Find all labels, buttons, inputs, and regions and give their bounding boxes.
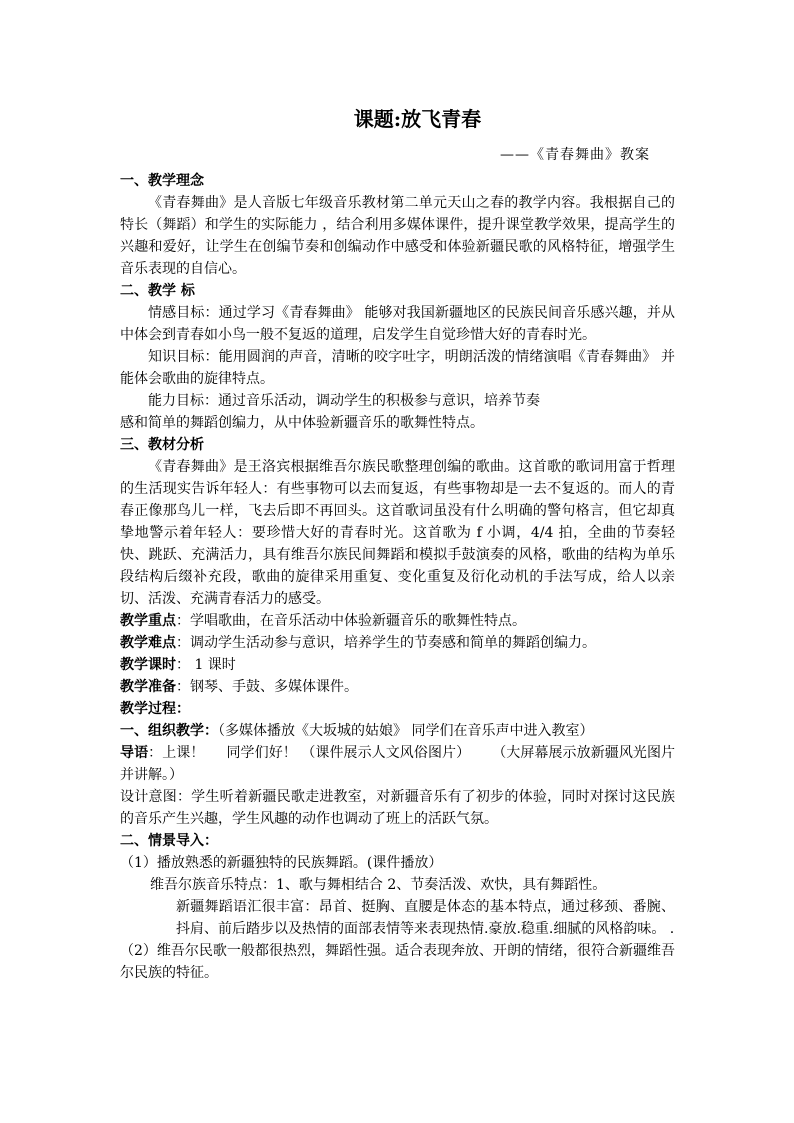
dance-vocabulary: 新疆舞蹈语汇很丰富：昂首、挺胸、直腰是体态的基本特点，通过移颈、番腕、抖肩、前后踏步以及热情的面部表情等来表现热情.豪放.稳重.细腻的风格韵味。 . xyxy=(176,899,675,937)
class-hours-label: 教学课时 xyxy=(120,657,176,673)
section-heading-organize: 一、组织教学： xyxy=(120,723,218,739)
preparation-label: 教学准备 xyxy=(120,679,176,695)
scene-item-1: （1）播放熟悉的新疆独特的民族舞蹈。(课件播放） xyxy=(120,855,443,871)
intro-speech-a: ：上课！ xyxy=(148,745,205,761)
organize-line xyxy=(120,720,675,742)
section-heading-scene: 二、情景导入： xyxy=(120,833,218,849)
page-title: 课题:放飞青春 xyxy=(353,107,482,131)
key-points-text: ：学唱歌曲，在音乐活动中体验新疆音乐的歌舞性特点。 xyxy=(176,613,526,629)
class-hours-text: ： 1 课时 xyxy=(176,657,236,673)
preparation-text: ：钢琴、手鼓、多媒体课件。 xyxy=(176,679,358,695)
intro-speech-b: 同学们好！ （课件展示人文风俗图片） xyxy=(226,745,471,761)
page-subtitle: ——《青春舞曲》教案 xyxy=(500,147,650,163)
difficulty-line xyxy=(120,632,675,654)
paragraph-ability-goal-b: 感和简单的舞蹈创编力，从中体验新疆音乐的歌舞性特点。 xyxy=(120,415,484,431)
class-hours-line xyxy=(120,654,675,676)
organize-text: （多媒体播放《大坂城的姑娘》 同学们在音乐声中进入教室） xyxy=(218,723,594,739)
intro-speech-label: 导语 xyxy=(120,745,149,761)
key-points-label: 教学重点 xyxy=(120,613,176,629)
section-heading-philosophy: 一、教学理念 xyxy=(120,173,204,189)
difficulty-text: ：调动学生活动参与意识，培养学生的节奏感和简单的舞蹈创编力。 xyxy=(176,635,596,651)
intro-speech-line xyxy=(120,742,675,786)
paragraph-knowledge-goal: 知识目标：能用圆润的声音，清晰的咬字吐字，明朗活泼的情绪演唱《青春舞曲》 并能体会歌曲的旋律特点。 xyxy=(120,349,675,387)
process-label: 教学过程： xyxy=(120,701,190,717)
difficulty-label: 教学难点 xyxy=(120,635,176,651)
paragraph-emotional-goal: 情感目标：通过学习《青春舞曲》 能够对我国新疆地区的民族民间音乐感兴趣，并从中体会到青春如小鸟一般不复返的道理，启发学生自觉珍惜大好的青春时光。 xyxy=(120,305,675,343)
key-points-line xyxy=(120,610,675,632)
design-intent: 设计意图：学生听着新疆民歌走进教室，对新疆音乐有了初步的体验，同时对探讨这民族的音乐产生兴趣，学生风趣的动作也调动了班上的活跃气氛。 xyxy=(120,789,675,827)
section-heading-goals: 二、教学 标 xyxy=(120,283,195,299)
uyghur-music-features: 维吾尔族音乐特点：1、歌与舞相结合 2、节奏活泼、欢快，具有舞蹈性。 xyxy=(150,877,607,893)
paragraph-analysis: 《青春舞曲》是王洛宾根据维吾尔族民歌整理创编的歌曲。这首歌的歌词用富于哲理的生活现实告诉年轻人：有些事物可以去而复返，有些事物却是一去不复返的。而人的青春正像那鸟儿一样，飞去后即不再回头。这首歌词虽没有什么明确的警句格言，但它却真挚地警示着年轻人：要珍惜大好的青春时光。这首歌为 f 小调，4/4 拍，全曲的节奏轻快、跳跃、充满活力，具有维吾尔族民间舞蹈和模拟手鼓演奏的风格，歌曲的结构为单乐段结构后缀补充段，歌曲的旋律采用重复、变化重复及衍化动机的手法写成，给人以亲切、活泼、充满青春活力的感受。 xyxy=(120,459,675,607)
intro-speech-c: （大屏幕展示放新疆风光图片并讲解。） xyxy=(120,745,676,783)
scene-item-2: （2）维吾尔民歌一般都很热烈，舞蹈性强。适合表现奔放、开朗的情绪，很符合新疆维吾尔民族的特征。 xyxy=(120,943,675,981)
paragraph-ability-goal-a: 能力目标：通过音乐活动，调动学生的积极参与意识，培养节奏 xyxy=(148,393,540,409)
section-heading-analysis: 三、教材分析 xyxy=(120,437,204,453)
document-page xyxy=(120,96,675,984)
preparation-line xyxy=(120,676,675,698)
paragraph-philosophy: 《青春舞曲》是人音版七年级音乐教材第二单元天山之春的教学内容。我根据自己的特长（舞蹈）和学生的实际能力 ，结合利用多媒体课件，提升课堂教学效果，提高学生的兴趣和爱好，让学生在创编节奏和创编动作中感受和体验新疆民歌的风格特征，增强学生音乐表现的自信心。 xyxy=(120,195,675,277)
